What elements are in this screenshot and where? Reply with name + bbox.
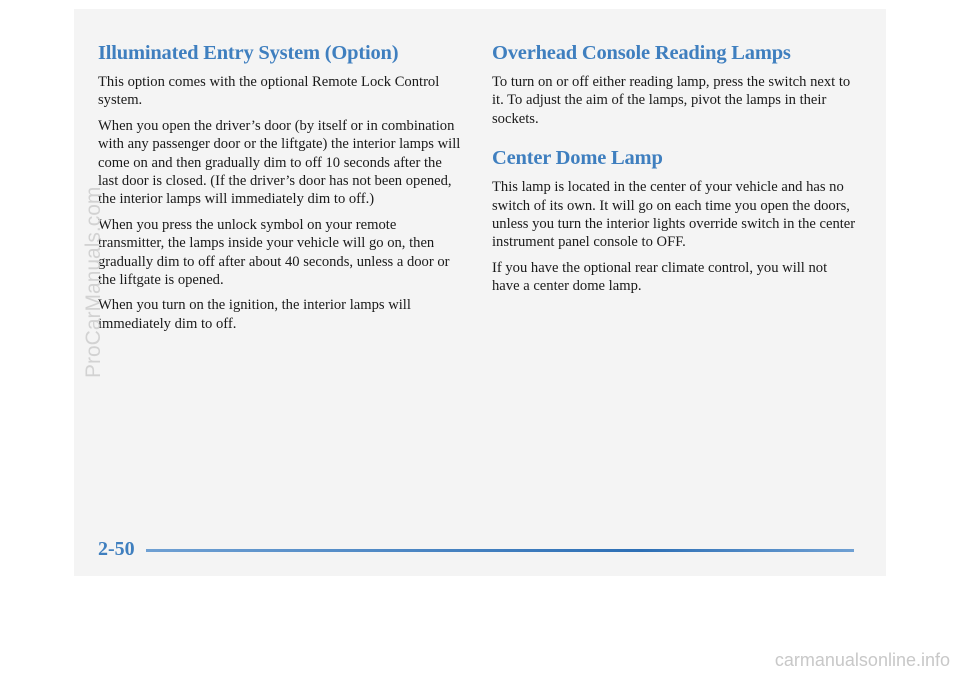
paragraph: When you press the unlock symbol on your remote transmitter, the lamps inside your vehicle will go on, then gradually dim to off after about 40 seconds, unless a door or the liftgate is opened.	[98, 216, 450, 289]
reading-lamps-heading: Overhead Console Reading Lamps	[492, 42, 791, 64]
side-watermark: ProCarManuals.com	[82, 186, 105, 378]
paragraph: When you turn on the ignition, the interior lamps will immediately dim to off.	[98, 297, 411, 332]
paragraph: This option comes with the optional Remote Lock Control system.	[98, 74, 440, 109]
manual-page	[74, 9, 886, 576]
page-footer	[98, 539, 858, 559]
paragraph: If you have the optional rear climate control, you will not have a center dome lamp.	[492, 259, 828, 295]
paragraph: This lamp is located in the center of your vehicle and has no switch of its own. It will go on each time you open the doors, unless you turn the interior lights override switch in the center instrument panel console to OFF.	[492, 179, 856, 251]
illuminated-entry-heading: Illuminated Entry System (Option)	[98, 42, 399, 64]
bottom-watermark: carmanualsonline.info	[774, 650, 950, 670]
left-column	[98, 41, 463, 340]
right-column	[492, 41, 857, 303]
page-number: 2-50	[98, 538, 135, 560]
paragraph: When you open the driver’s door (by itself or in combination with any passenger door or the liftgate) the interior lamps will come on and then gradually dim to off 10 seconds after the last door is closed. (If the driver’s door has not been opened, the interior lamps will immediately dim to off.)	[98, 117, 461, 208]
center-dome-lamp-heading: Center Dome Lamp	[492, 147, 663, 170]
footer-rule	[146, 549, 854, 552]
paragraph: To turn on or off either reading lamp, press the switch next to it. To adjust the aim of the lamps, pivot the lamps in their sockets.	[492, 74, 851, 127]
